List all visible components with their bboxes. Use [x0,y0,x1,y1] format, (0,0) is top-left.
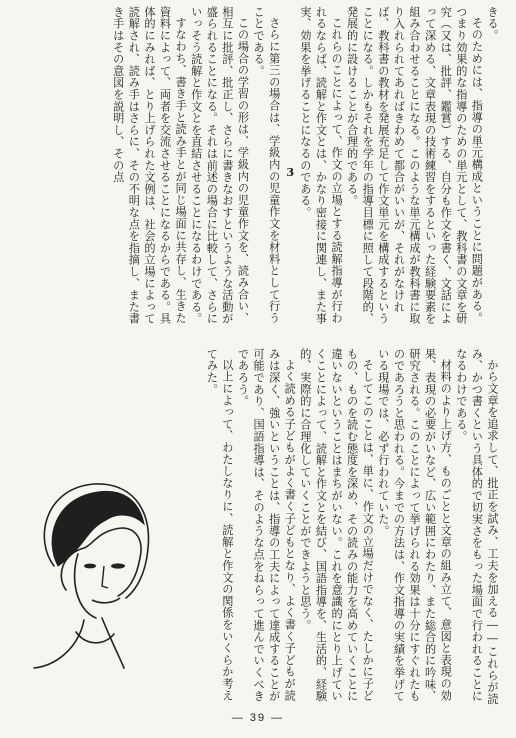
section-number: 3 [283,165,298,180]
paragraph: すなわち、書き手と読み手とが同じ場面に共存し、生きた資料によって、両者を交流させることになるからである。具体的にみれば、とり上げられた文例は、社会的立場によって読解され、読み手はさらに、その不明な点を指摘し、また書き手はその意図を説明し、その点 [111,6,188,325]
paragraph: よく読める子どもがよく書く子どもとなり、よく書く子どもが読みは深く、強いということは、指導の工夫によって達成することが可能であり、国語指導は、そのような点をねらって進んでいくべきであろう。 [236,348,297,702]
face-illustration [14,470,164,670]
page-number: ― 39 ― [231,712,285,724]
paragraph: これらのことによって、作文の立場とする読解指導が行われるならば、読解と作文とは、かなり密接に関連し、また事実、効果を挙げることになるのである。 [298,6,344,325]
paragraph: 以上によって、わたしなりに、読解と作文の関係をいくらか考えてみた。 [205,348,234,702]
paragraph: から文章を追求して、批正を試み、工夫を加える――これらが読み、かつ書くという具体的で切実さをもった場面で行われることになるわけである。 [454,348,499,705]
paragraph: この場合の学習の形は、学級内の児童作文を、読み合い、相互に批評、批正し、さらに書きなおすというような活動が盛られることになる。それは前述の場合に比較して、さらにいっそう読解と作文とを直結させることになるわけである。 [189,6,250,325]
paragraph: きる。 [486,6,499,42]
paragraph: さらに第三の場合は、学級内の児童作文を材料として行うことである。 [252,6,281,324]
paragraph: そのためには、指導の単元構成ということに問題がある。つまり効果的な指導のための単元として、教科書の文章を研究（又は、批評、鑑賞）する、自分も作文を書く、文話によって深める、文章表現の技術練習をするといった経験要素を組み合わせることになる。このような単元構成が教科書に取り入れられてあればきわめて都合がいいが、それがなければ、教科書の教材を発展充足して作文単元を構成するということになる。しかもそれを学年の指導目標に照して段階的、発展的に設けることが合理的である。 [345,6,484,325]
face-illustration-svg [14,470,164,670]
paragraph: 材料のより上げ方、ものごとと文章の組み立て、意図と表現の効果、表現の必要がいなど、広い範囲にわたり、また総合的に吟味、研究される。このことによって挙げられる効果は十分にすぐれたものであろうと思われる。今までの方法は、作文指導の実績を挙げている現場では、必ず行われていた。 [376,348,453,702]
upper-text-column [14,6,500,328]
paragraph: そしてこのことは、単に、作文の立場だけでなく、たしかに子どもの、ものを読む態度を深め、その読みの能力を高めていくことに違いないということはまちがいない。これを意識的にとり上げていくことによって、読解と作文とを結び、国語指導を、生活的、経験的、実際的に合理化していくことができようと思う。 [298,348,375,702]
